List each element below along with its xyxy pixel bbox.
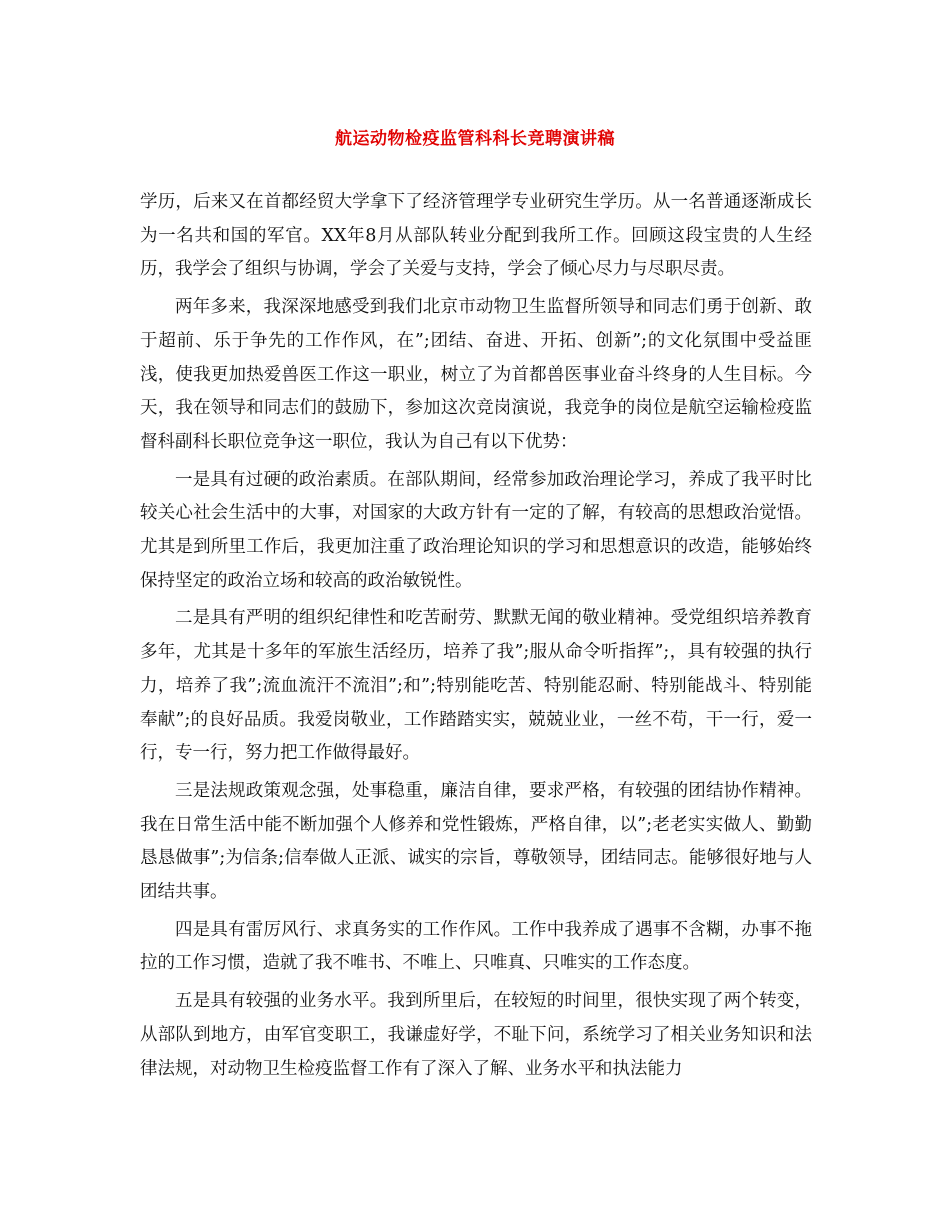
paragraph-discipline: 二是具有严明的组织纪律性和吃苦耐劳、默默无闻的敬业精神。受党组织培养教育多年，尤其是十多年的军旅生活经历，培养了我”;服从命令听指挥”;，具有较强的执行力，培养了我”;流血流汗不流泪”;和”;特别能吃苦、特别能忍耐、特别能战斗、特别能奉献”;的良好品质。我爱岗敬业，工作踏踏实实，兢兢业业，一丝不苟，干一行，爱一行，专一行，努力把工作做得最好。 (140, 608, 812, 764)
document-body (140, 186, 812, 1090)
document-title: 航运动物检疫监管科科长竞聘演讲稿 (335, 129, 615, 149)
paragraph-education: 学历，后来又在首都经贸大学拿下了经济管理学专业研究生学历。从一名普通逐渐成长为一名共和国的军官。XX年8月从部队转业分配到我所工作。回顾这段宝贵的人生经历，我学会了组织与协调，学会了关爱与支持，学会了倾心尽力与尽职尽责。 (140, 192, 812, 280)
paragraph-law-policy: 三是法规政策观念强，处事稳重，廉洁自律，要求严格，有较强的团结协作精神。我在日常生活中能不断加强个人修养和党性锻炼，严格自律，以”;老老实实做人、勤勤恳恳做事”;为信条;信奉做人正派、诚实的宗旨，尊敬领导，团结同志。能够很好地与人团结共事。 (140, 780, 812, 903)
paragraph-work-style: 四是具有雷厉风行、求真务实的工作作风。工作中我养成了遇事不含糊，办事不拖拉的工作习惯，造就了我不唯书、不唯上、只唯真、只唯实的工作态度。 (140, 919, 812, 974)
paragraph-political-quality: 一是具有过硬的政治素质。在部队期间，经常参加政治理论学习，养成了我平时比较关心社会生活中的大事，对国家的大政方针有一定的了解，有较高的思想政治觉悟。尤其是到所里工作后，我更加注重了政治理论知识的学习和思想意识的改造，能够始终保持坚定的政治立场和较高的政治敏锐性。 (140, 469, 812, 591)
paragraph-two-years: 两年多来，我深深地感受到我们北京市动物卫生监督所领导和同志们勇于创新、敢于超前、乐于争先的工作作风，在”;团结、奋进、开拓、创新”;的文化氛围中受益匪浅，使我更加热爱兽医工作这一职业，树立了为首都兽医事业奋斗终身的人生目标。今天，我在领导和同志们的鼓励下，参加这次竞岗演说，我竞争的岗位是航空运输检疫监督科副科长职位竞争这一职位，我认为自己有以下优势： (140, 297, 812, 452)
paragraph-professional-level: 五是具有较强的业务水平。我到所里后，在较短的时间里，很快实现了两个转变，从部队到地方，由军官变职工，我谦虚好学，不耻下问，系统学习了相关业务知识和法律法规，对动物卫生检疫监督工作有了深入了解、业务水平和执法能力 (140, 991, 812, 1079)
